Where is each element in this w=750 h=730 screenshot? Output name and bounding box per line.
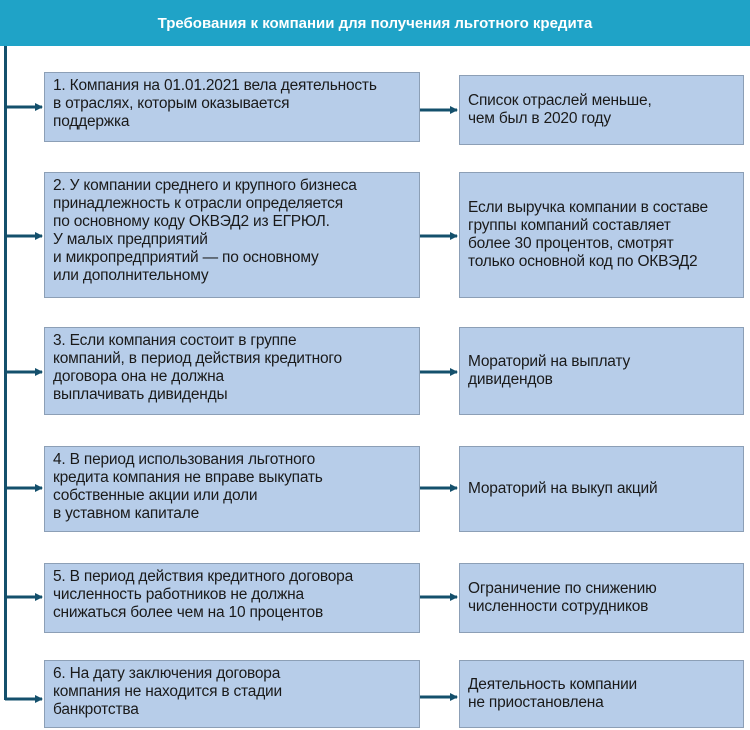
requirement-5-line-2: численность работников не должна <box>53 586 304 603</box>
requirement-4-line-4: в уставном капитале <box>53 505 199 522</box>
note-2-line-3: более 30 процентов, смотрят <box>468 235 674 252</box>
note-box-2 <box>459 172 744 298</box>
requirement-3-line-1: 3. Если компания состоит в группе <box>53 332 297 349</box>
note-2-line-2: группы компаний составляет <box>468 217 671 234</box>
requirement-2-line-6: или дополнительному <box>53 267 209 284</box>
note-box-6 <box>459 660 744 728</box>
requirement-2-line-5: и микропредприятий — по основному <box>53 249 319 266</box>
note-1-line-2: чем был в 2020 году <box>468 110 611 127</box>
requirement-1-line-2: в отраслях, которым оказывается <box>53 95 290 112</box>
note-1-line-1: Список отраслей меньше, <box>468 92 652 109</box>
note-3-line-2: дивидендов <box>468 371 553 388</box>
main-connector-line <box>4 46 7 700</box>
note-box-4 <box>459 446 744 532</box>
note-5-line-1: Ограничение по снижению <box>468 580 657 597</box>
requirement-box-3 <box>44 327 420 415</box>
requirement-6-line-2: компания не находится в стадии <box>53 683 282 700</box>
requirement-5-line-3: снижаться более чем на 10 процентов <box>53 604 323 621</box>
note-box-1 <box>459 75 744 145</box>
requirement-4-line-3: собственные акции или доли <box>53 487 258 504</box>
requirement-6-line-1: 6. На дату заключения договора <box>53 665 281 682</box>
note-3-line-1: Мораторий на выплату <box>468 353 630 370</box>
note-6-line-2: не приостановлена <box>468 694 604 711</box>
note-2-line-4: только основной код по ОКВЭД2 <box>468 253 698 270</box>
note-box-3 <box>459 327 744 415</box>
note-2-line-1: Если выручка компании в составе <box>468 199 708 216</box>
note-box-5 <box>459 563 744 633</box>
requirement-3-line-4: выплачивать дивиденды <box>53 386 228 403</box>
requirement-4-line-2: кредита компания не вправе выкупать <box>53 469 323 486</box>
requirement-box-1 <box>44 72 420 142</box>
diagram-title: Требования к компании для получения льготного кредита <box>0 0 750 46</box>
requirement-5-line-1: 5. В период действия кредитного договора <box>53 568 353 585</box>
requirement-2-line-2: принадлежность к отрасли определяется <box>53 195 343 212</box>
requirement-box-2 <box>44 172 420 298</box>
note-5-line-2: численности сотрудников <box>468 598 649 615</box>
requirement-2-line-1: 2. У компании среднего и крупного бизнеса <box>53 177 357 194</box>
requirement-2-line-4: У малых предприятий <box>53 231 208 248</box>
requirement-box-6 <box>44 660 420 728</box>
requirement-box-4 <box>44 446 420 532</box>
note-6-line-1: Деятельность компании <box>468 676 637 693</box>
note-4-line-1: Мораторий на выкуп акций <box>468 480 658 497</box>
requirement-4-line-1: 4. В период использования льготного <box>53 451 316 468</box>
requirement-1-line-1: 1. Компания на 01.01.2021 вела деятельность <box>53 77 377 94</box>
requirement-3-line-3: договора она не должна <box>53 368 224 385</box>
requirement-2-line-3: по основному коду ОКВЭД2 из ЕГРЮЛ. <box>53 213 330 230</box>
requirement-box-5 <box>44 563 420 633</box>
requirement-6-line-3: банкротства <box>53 701 139 718</box>
requirement-3-line-2: компаний, в период действия кредитного <box>53 350 342 367</box>
requirement-1-line-3: поддержка <box>53 113 130 130</box>
